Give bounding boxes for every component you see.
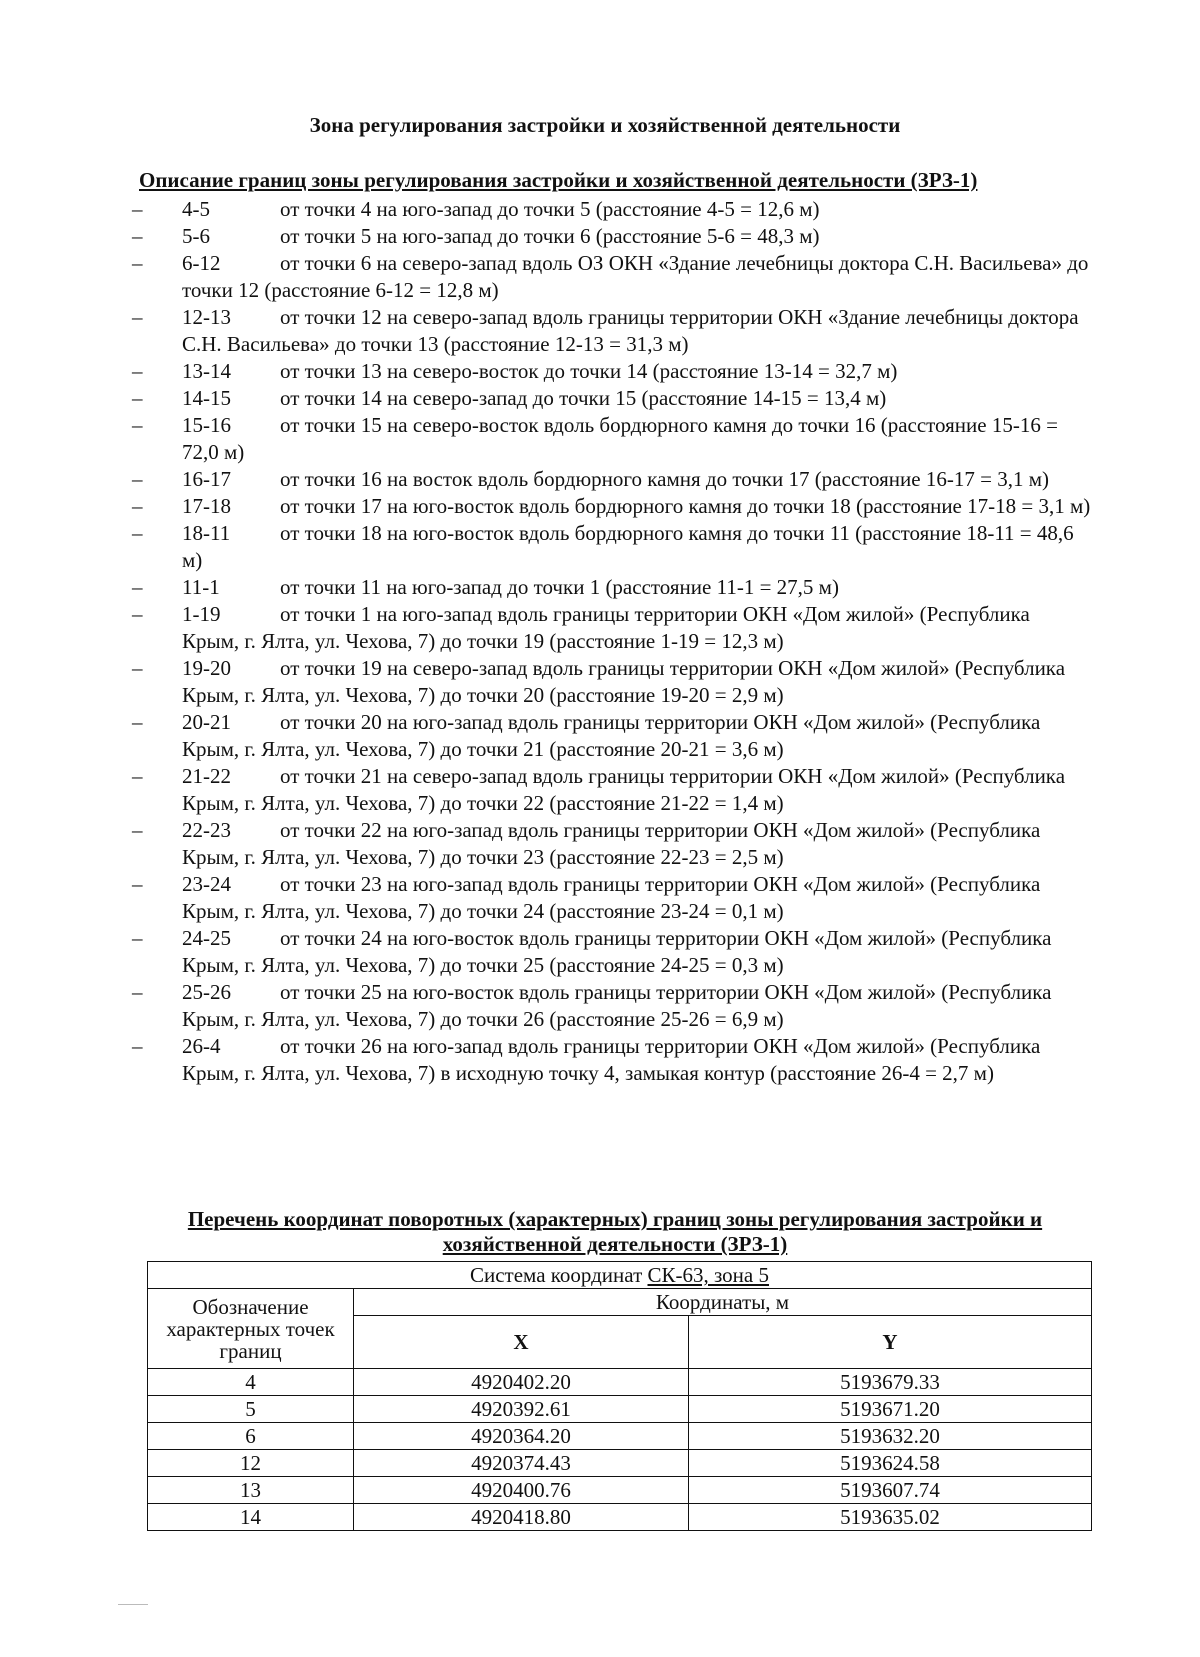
point-cell: 13 bbox=[148, 1477, 354, 1504]
segment-id: 19-20 bbox=[182, 656, 231, 680]
coordinate-system-prefix: Система координат bbox=[469, 1263, 648, 1287]
x-coordinate-cell: 4920374.43 bbox=[354, 1450, 689, 1477]
document-title: Зона регулирования застройки и хозяйственной деятельности bbox=[309, 113, 901, 137]
segment-id: 23-24 bbox=[182, 872, 231, 896]
segment-id: 11-1 bbox=[182, 575, 220, 599]
segment-description: от точки 24 на юго-восток вдоль границы территории ОКН «Дом жилой» (Республика Крым, г. Ялта, ул. Чехова, 7) до точки 25 (расстояние 24-25 = 0,3 м) bbox=[182, 926, 1052, 977]
boundary-segment-item bbox=[132, 655, 1092, 709]
list-dash: – bbox=[132, 521, 143, 545]
x-column-header: X bbox=[354, 1316, 689, 1369]
segment-description: от точки 25 на юго-восток вдоль границы территории ОКН «Дом жилой» (Республика Крым, г. Ялта, ул. Чехова, 7) до точки 26 (расстояние 25-26 = 6,9 м) bbox=[182, 980, 1052, 1031]
segment-id: 16-17 bbox=[182, 467, 231, 491]
list-dash: – bbox=[132, 224, 143, 248]
segment-description: от точки 1 на юго-запад вдоль границы территории ОКН «Дом жилой» (Республика Крым, г. Ялта, ул. Чехова, 7) до точки 19 (расстояние 1-19 = 12,3 м) bbox=[182, 602, 1030, 653]
segment-description: от точки 11 на юго-запад до точки 1 (расстояние 11-1 = 27,5 м) bbox=[280, 575, 839, 599]
list-dash: – bbox=[132, 764, 143, 788]
segment-description: от точки 4 на юго-запад до точки 5 (расстояние 4-5 = 12,6 м) bbox=[280, 197, 820, 221]
list-dash: – bbox=[132, 818, 143, 842]
list-dash: – bbox=[132, 251, 143, 275]
table-row bbox=[148, 1423, 1092, 1450]
segment-description: от точки 20 на юго-запад вдоль границы территории ОКН «Дом жилой» (Республика Крым, г. Ялта, ул. Чехова, 7) до точки 21 (расстояние 20-21 = 3,6 м) bbox=[182, 710, 1041, 761]
table-row bbox=[148, 1504, 1092, 1531]
segment-description: от точки 5 на юго-запад до точки 6 (расстояние 5-6 = 48,3 м) bbox=[280, 224, 820, 248]
table-row bbox=[148, 1477, 1092, 1504]
y-column-header: Y bbox=[689, 1316, 1092, 1369]
boundary-segment-item bbox=[132, 871, 1092, 925]
boundary-segment-item bbox=[132, 304, 1092, 358]
boundary-segment-item bbox=[132, 925, 1092, 979]
coordinate-system-cell bbox=[148, 1262, 1092, 1289]
list-dash: – bbox=[132, 359, 143, 383]
point-cell: 5 bbox=[148, 1396, 354, 1423]
segment-description: от точки 13 на северо-восток до точки 14 (расстояние 13-14 = 32,7 м) bbox=[280, 359, 898, 383]
segment-id: 6-12 bbox=[182, 251, 221, 275]
boundary-segment-item bbox=[132, 412, 1092, 466]
segment-description: от точки 17 на юго-восток вдоль бордюрного камня до точки 18 (расстояние 17-18 = 3,1 м) bbox=[280, 494, 1091, 518]
segment-description: от точки 21 на северо-запад вдоль границы территории ОКН «Дом жилой» (Республика Крым, г. Ялта, ул. Чехова, 7) до точки 22 (расстояние 21-22 = 1,4 м) bbox=[182, 764, 1066, 815]
segment-id: 22-23 bbox=[182, 818, 231, 842]
coordinates-table-heading: Перечень координат поворотных (характерных) границ зоны регулирования застройки и хозяйственной деятельности (ЗРЗ-1) bbox=[187, 1207, 1043, 1256]
segment-description: от точки 15 на северо-восток вдоль бордюрного камня до точки 16 (расстояние 15-16 = 72,0 м) bbox=[182, 413, 1058, 464]
boundary-segment-item bbox=[132, 196, 1092, 223]
table-row bbox=[148, 1450, 1092, 1477]
segment-description: от точки 18 на юго-восток вдоль бордюрного камня до точки 11 (расстояние 18-11 = 48,6 м) bbox=[182, 521, 1074, 572]
list-dash: – bbox=[132, 305, 143, 329]
segment-description: от точки 16 на восток вдоль бордюрного камня до точки 17 (расстояние 16-17 = 3,1 м) bbox=[280, 467, 1049, 491]
list-dash: – bbox=[132, 386, 143, 410]
boundary-segment-item bbox=[132, 358, 1092, 385]
boundary-segment-item bbox=[132, 493, 1092, 520]
boundary-segment-item bbox=[132, 709, 1092, 763]
boundary-segment-item bbox=[132, 1033, 1092, 1087]
scan-artifact bbox=[118, 1604, 148, 1605]
x-coordinate-cell: 4920400.76 bbox=[354, 1477, 689, 1504]
segment-id: 25-26 bbox=[182, 980, 231, 1004]
list-dash: – bbox=[132, 926, 143, 950]
y-coordinate-cell: 5193607.74 bbox=[689, 1477, 1092, 1504]
boundary-segment-item bbox=[132, 817, 1092, 871]
boundary-segment-item bbox=[132, 520, 1092, 574]
x-coordinate-cell: 4920392.61 bbox=[354, 1396, 689, 1423]
segment-id: 13-14 bbox=[182, 359, 231, 383]
list-dash: – bbox=[132, 602, 143, 626]
x-coordinate-cell: 4920418.80 bbox=[354, 1504, 689, 1531]
segment-description: от точки 22 на юго-запад вдоль границы территории ОКН «Дом жилой» (Республика Крым, г. Ялта, ул. Чехова, 7) до точки 23 (расстояние 22-23 = 2,5 м) bbox=[182, 818, 1041, 869]
boundary-segment-item bbox=[132, 574, 1092, 601]
segment-id: 12-13 bbox=[182, 305, 231, 329]
list-dash: – bbox=[132, 656, 143, 680]
segment-id: 14-15 bbox=[182, 386, 231, 410]
y-coordinate-cell: 5193635.02 bbox=[689, 1504, 1092, 1531]
segment-description: от точки 12 на северо-запад вдоль границы территории ОКН «Здание лечебницы доктора С.Н. Васильева» до точки 13 (расстояние 12-13 = 31,3 м) bbox=[182, 305, 1079, 356]
description-heading: Описание границ зоны регулирования застройки и хозяйственной деятельности (ЗРЗ-1) bbox=[139, 168, 978, 192]
segment-description: от точки 23 на юго-запад вдоль границы территории ОКН «Дом жилой» (Республика Крым, г. Ялта, ул. Чехова, 7) до точки 24 (расстояние 23-24 = 0,1 м) bbox=[182, 872, 1041, 923]
table-row bbox=[148, 1369, 1092, 1396]
segment-id: 24-25 bbox=[182, 926, 231, 950]
point-column-header: Обозначение характерных точек границ bbox=[148, 1289, 354, 1369]
point-cell: 14 bbox=[148, 1504, 354, 1531]
boundary-segment-item bbox=[132, 223, 1092, 250]
boundary-segment-item bbox=[132, 601, 1092, 655]
coordinate-system-row bbox=[148, 1262, 1092, 1289]
boundary-segment-item bbox=[132, 763, 1092, 817]
segment-id: 5-6 bbox=[182, 224, 210, 248]
header-row bbox=[148, 1289, 1092, 1316]
coordinate-system-name: СК-63, зона 5 bbox=[647, 1263, 769, 1287]
boundary-segment-item bbox=[132, 979, 1092, 1033]
y-coordinate-cell: 5193671.20 bbox=[689, 1396, 1092, 1423]
list-dash: – bbox=[132, 197, 143, 221]
boundary-description-list bbox=[132, 196, 1092, 1087]
segment-id: 18-11 bbox=[182, 521, 231, 545]
list-dash: – bbox=[132, 710, 143, 734]
coordinates-column-header: Координаты, м bbox=[354, 1289, 1092, 1316]
segment-id: 26-4 bbox=[182, 1034, 221, 1058]
segment-id: 21-22 bbox=[182, 764, 231, 788]
segment-description: от точки 14 на северо-запад до точки 15 (расстояние 14-15 = 13,4 м) bbox=[280, 386, 887, 410]
list-dash: – bbox=[132, 575, 143, 599]
boundary-segment-item bbox=[132, 466, 1092, 493]
y-coordinate-cell: 5193632.20 bbox=[689, 1423, 1092, 1450]
boundary-segment-item bbox=[132, 250, 1092, 304]
list-dash: – bbox=[132, 1034, 143, 1058]
list-dash: – bbox=[132, 494, 143, 518]
coordinates-table bbox=[147, 1261, 1092, 1531]
coordinates-table-body bbox=[148, 1369, 1092, 1531]
boundary-segment-item bbox=[132, 385, 1092, 412]
point-cell: 4 bbox=[148, 1369, 354, 1396]
table-row bbox=[148, 1396, 1092, 1423]
segment-id: 15-16 bbox=[182, 413, 231, 437]
x-coordinate-cell: 4920402.20 bbox=[354, 1369, 689, 1396]
list-dash: – bbox=[132, 872, 143, 896]
point-cell: 6 bbox=[148, 1423, 354, 1450]
segment-id: 20-21 bbox=[182, 710, 231, 734]
segment-id: 1-19 bbox=[182, 602, 221, 626]
y-coordinate-cell: 5193679.33 bbox=[689, 1369, 1092, 1396]
segment-id: 4-5 bbox=[182, 197, 210, 221]
y-coordinate-cell: 5193624.58 bbox=[689, 1450, 1092, 1477]
list-dash: – bbox=[132, 467, 143, 491]
point-cell: 12 bbox=[148, 1450, 354, 1477]
segment-description: от точки 26 на юго-запад вдоль границы территории ОКН «Дом жилой» (Республика Крым, г. Ялта, ул. Чехова, 7) в исходную точку 4, замыкая контур (расстояние 26-4 = 2,7 м) bbox=[182, 1034, 1041, 1085]
x-coordinate-cell: 4920364.20 bbox=[354, 1423, 689, 1450]
segment-id: 17-18 bbox=[182, 494, 231, 518]
segment-description: от точки 19 на северо-запад вдоль границы территории ОКН «Дом жилой» (Республика Крым, г. Ялта, ул. Чехова, 7) до точки 20 (расстояние 19-20 = 2,9 м) bbox=[182, 656, 1066, 707]
list-dash: – bbox=[132, 413, 143, 437]
segment-description: от точки 6 на северо-запад вдоль ОЗ ОКН «Здание лечебницы доктора С.Н. Васильева» до точки 12 (расстояние 6-12 = 12,8 м) bbox=[182, 251, 1089, 302]
list-dash: – bbox=[132, 980, 143, 1004]
